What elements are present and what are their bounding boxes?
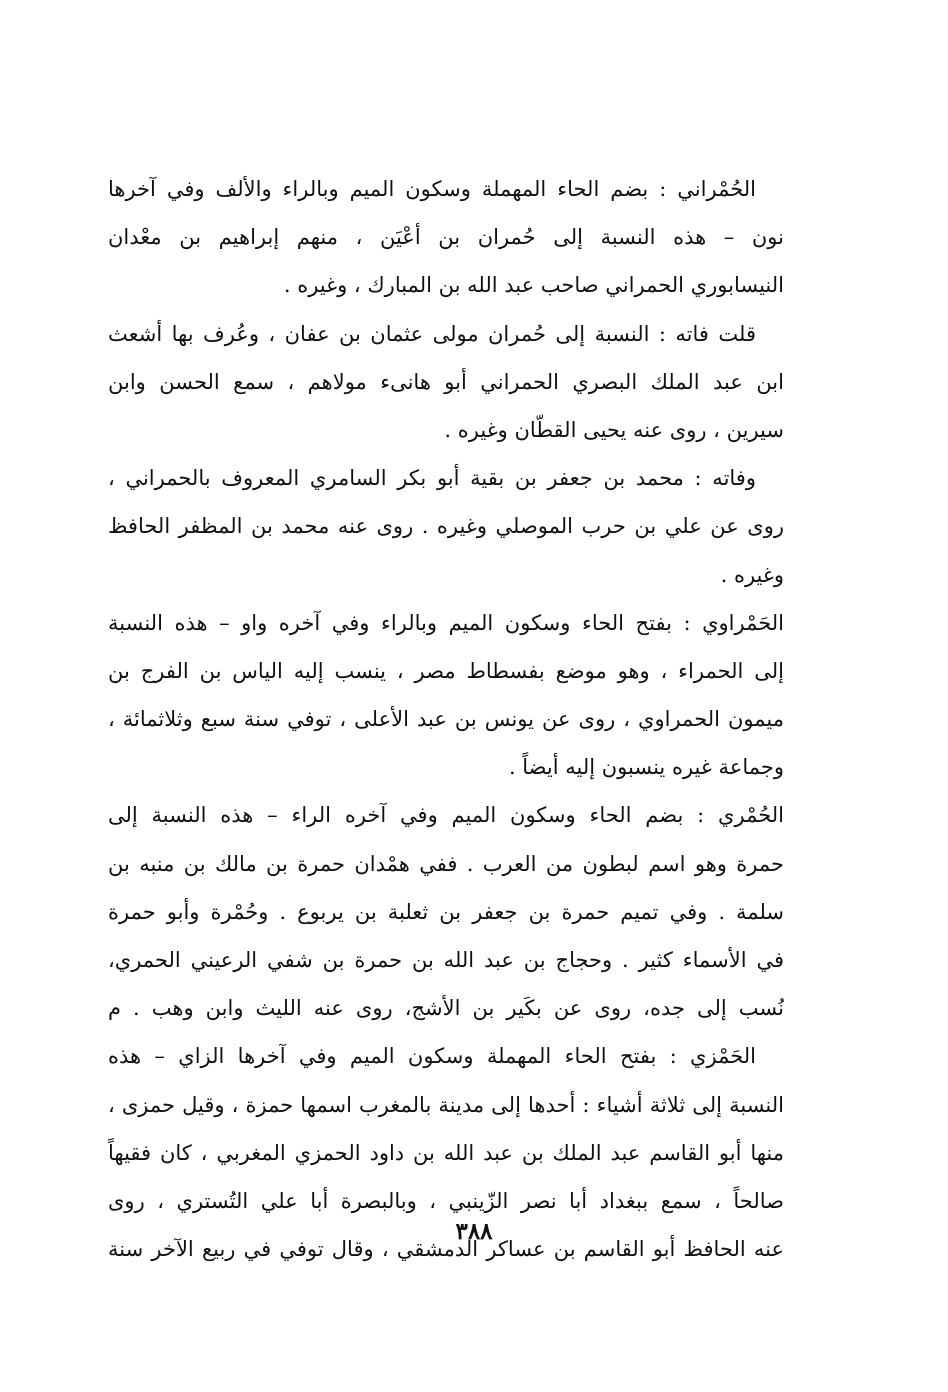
text-line: منها أبو القاسم عبد الملك بن عبد الله بن داود الحمزي المغربي ، كان فقيهاً [108,1140,784,1165]
text-line: صالحاً ، سمع ببغداد أبا نصر الزّينبي ، وبالبصرة أبا علي التُستري ، روى [108,1188,784,1213]
text-line-wa-fatahu: وفاته : محمد بن جعفر بن بقية أبو بكر السامري المعروف بالحمراني ، [108,466,756,491]
text-line: نُسب إلى جده، روى عن بكَير بن الأشج، روى عنه الليث وابن وهب . م [108,996,784,1021]
text-line-qultu-fatahu: قلت فاته : النسبة إلى حُمران مولى عثمان بن عفان ، وعُرف بها أشعث [108,321,756,346]
text-line: سلمة . وفي تميم حمرة بن جعفر بن ثعلبة بن يربوع . وحُمْرة وأبو حمرة [108,899,784,924]
text-line-entry-hamzi-heading: الحَمْزي : بفتح الحاء المهملة وسكون الميم وفي آخرها الزاي – هذه [108,1044,756,1069]
text-line: النسبة إلى ثلاثة أشياء : أحدها إلى مدينة بالمغرب اسمها حمزة ، وقيل حمزى ، [108,1092,784,1117]
text-line: نون – هذه النسبة إلى حُمران بن أعْيَن ، منهم إبراهيم بن معْدان [108,225,784,250]
text-line-entry-hamrawi-heading: الحَمْراوي : بفتح الحاء وسكون الميم وبالراء وفي آخره واو – هذه النسبة [108,610,784,635]
text-line: عنه الحافظ أبو القاسم بن عساكر الدمشقي ، وقال توفي في ربيع الآخر سنة [108,1237,784,1262]
text-line: النيسابوري الحمراني صاحب عبد الله بن المبارك ، وغيره . [283,273,784,298]
text-line: ميمون الحمراوي ، روى عن يونس بن عبد الأعلى ، توفي سنة سبع وثلاثمائة ، [108,707,784,732]
text-line-entry-humri-heading: الحُمْري : بضم الحاء وسكون الميم وفي آخره الراء – هذه النسبة إلى [108,803,784,828]
text-line: حمرة وهو اسم لبطون من العرب . ففي همْدان حمرة بن مالك بن منبه بن [108,851,784,876]
text-line: روى عن علي بن حرب الموصلي وغيره . روى عنه محمد بن المظفر الحافظ [108,514,784,539]
text-line: في الأسماء كثير . وحجاج بن عبد الله بن حمرة بن شفي الرعيني الحمري، [108,948,784,972]
main-text-block [108,165,784,1273]
text-line: وغيره . [720,562,784,587]
text-line: ابن عبد الملك البصري الحمراني أبو هانىء مولاهم ، سمع الحسن وابن [108,369,784,394]
text-line: إلى الحمراء ، وهو موضع بفسطاط مصر ، ينسب إليه الياس بن الفرج بن [108,658,784,683]
page-number: ٣٨٨ [455,1218,493,1245]
text-line: سيرين ، روى عنه يحيى القطّان وغيره . [444,417,784,442]
text-line-entry-humrani-heading: الحُمْراني : بضم الحاء المهملة وسكون الميم وبالراء والألف وفي آخرها [108,177,756,201]
text-line: وجماعة غيره ينسبون إليه أيضاً . [508,755,784,780]
